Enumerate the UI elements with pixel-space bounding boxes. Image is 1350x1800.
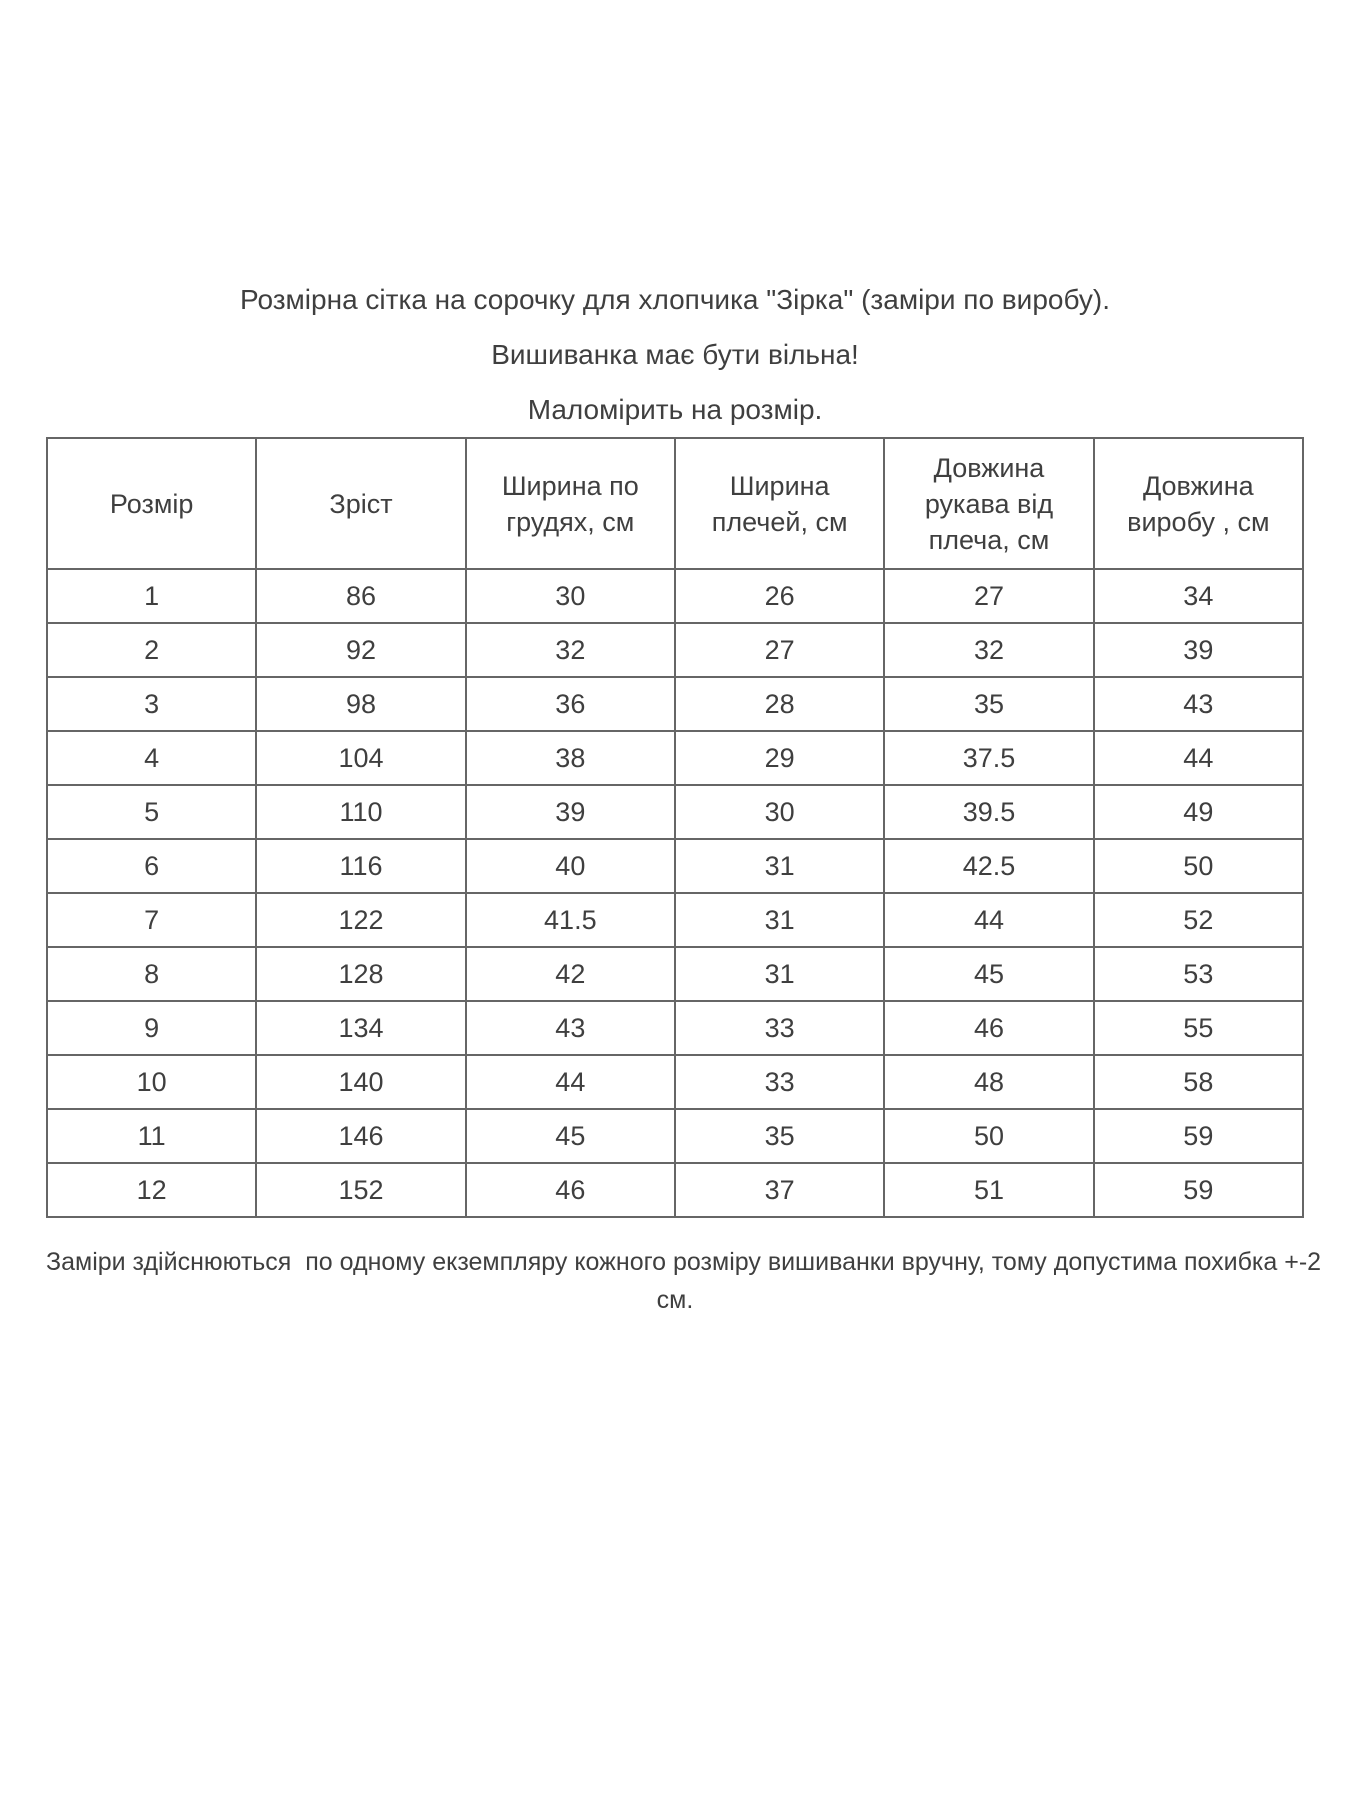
header-row bbox=[47, 438, 1303, 569]
table-cell: 134 bbox=[256, 1001, 465, 1055]
table-cell: 2 bbox=[47, 623, 256, 677]
table-cell: 30 bbox=[675, 785, 884, 839]
table-cell: 49 bbox=[1094, 785, 1303, 839]
column-header: Ширина плечей, см bbox=[675, 438, 884, 569]
table-cell: 42.5 bbox=[884, 839, 1093, 893]
table-cell: 116 bbox=[256, 839, 465, 893]
subtitle-runs-small: Маломірить на розмір. bbox=[527, 394, 823, 425]
table-cell: 86 bbox=[256, 569, 465, 623]
table-cell: 146 bbox=[256, 1109, 465, 1163]
table-cell: 6 bbox=[47, 839, 256, 893]
table-cell: 110 bbox=[256, 785, 465, 839]
table-cell: 98 bbox=[256, 677, 465, 731]
table-cell: 44 bbox=[884, 893, 1093, 947]
measurement-tolerance-note bbox=[46, 1243, 1322, 1319]
table-cell: 43 bbox=[466, 1001, 675, 1055]
table-cell: 53 bbox=[1094, 947, 1303, 1001]
table-cell: 31 bbox=[675, 947, 884, 1001]
page-title: Розмірна сітка на сорочку для хлопчика "Зірка" (заміри по виробу). bbox=[240, 284, 1110, 315]
table-cell: 52 bbox=[1094, 893, 1303, 947]
column-header: Розмір bbox=[47, 438, 256, 569]
table-row bbox=[47, 569, 1303, 623]
table-cell: 45 bbox=[466, 1109, 675, 1163]
table-cell: 58 bbox=[1094, 1055, 1303, 1109]
table-row bbox=[47, 1001, 1303, 1055]
table-cell: 3 bbox=[47, 677, 256, 731]
table-cell: 27 bbox=[675, 623, 884, 677]
table-row bbox=[47, 893, 1303, 947]
table-cell: 104 bbox=[256, 731, 465, 785]
table-cell: 38 bbox=[466, 731, 675, 785]
table-cell: 122 bbox=[256, 893, 465, 947]
table-cell: 7 bbox=[47, 893, 256, 947]
column-header: Довжина виробу , см bbox=[1094, 438, 1303, 569]
table-cell: 5 bbox=[47, 785, 256, 839]
size-table bbox=[46, 437, 1304, 1218]
table-cell: 35 bbox=[884, 677, 1093, 731]
table-cell: 32 bbox=[884, 623, 1093, 677]
table-row bbox=[47, 1163, 1303, 1217]
table-cell: 37 bbox=[675, 1163, 884, 1217]
size-table-body bbox=[47, 569, 1303, 1217]
table-cell: 59 bbox=[1094, 1109, 1303, 1163]
table-cell: 40 bbox=[466, 839, 675, 893]
table-cell: 39.5 bbox=[884, 785, 1093, 839]
table-cell: 43 bbox=[1094, 677, 1303, 731]
table-row bbox=[47, 839, 1303, 893]
table-cell: 48 bbox=[884, 1055, 1093, 1109]
table-cell: 29 bbox=[675, 731, 884, 785]
table-row bbox=[47, 947, 1303, 1001]
table-cell: 50 bbox=[884, 1109, 1093, 1163]
table-cell: 4 bbox=[47, 731, 256, 785]
table-cell: 28 bbox=[675, 677, 884, 731]
table-cell: 32 bbox=[466, 623, 675, 677]
table-cell: 9 bbox=[47, 1001, 256, 1055]
footnote-line-2: см. bbox=[656, 1286, 694, 1314]
table-cell: 11 bbox=[47, 1109, 256, 1163]
table-row bbox=[47, 785, 1303, 839]
table-cell: 26 bbox=[675, 569, 884, 623]
table-cell: 33 bbox=[675, 1055, 884, 1109]
table-cell: 31 bbox=[675, 839, 884, 893]
title-block bbox=[46, 272, 1304, 437]
table-cell: 27 bbox=[884, 569, 1093, 623]
table-cell: 39 bbox=[1094, 623, 1303, 677]
table-cell: 33 bbox=[675, 1001, 884, 1055]
table-cell: 39 bbox=[466, 785, 675, 839]
table-row bbox=[47, 1109, 1303, 1163]
column-header: Ширина по грудях, см bbox=[466, 438, 675, 569]
table-cell: 41.5 bbox=[466, 893, 675, 947]
table-cell: 12 bbox=[47, 1163, 256, 1217]
table-cell: 31 bbox=[675, 893, 884, 947]
table-cell: 44 bbox=[1094, 731, 1303, 785]
table-cell: 36 bbox=[466, 677, 675, 731]
size-table-head bbox=[47, 438, 1303, 569]
table-cell: 55 bbox=[1094, 1001, 1303, 1055]
subtitle-loose-fit: Вишиванка має бути вільна! bbox=[491, 339, 859, 370]
table-cell: 1 bbox=[47, 569, 256, 623]
table-cell: 10 bbox=[47, 1055, 256, 1109]
table-row bbox=[47, 623, 1303, 677]
table-cell: 50 bbox=[1094, 839, 1303, 893]
table-cell: 92 bbox=[256, 623, 465, 677]
footnote-line-1: Заміри здійснюються по одному екземпляру кожного розміру вишиванки вручну, тому допустима похибка +-2 bbox=[46, 1248, 1322, 1276]
column-header: Довжина рукава від плеча, см bbox=[884, 438, 1093, 569]
table-cell: 8 bbox=[47, 947, 256, 1001]
table-cell: 30 bbox=[466, 569, 675, 623]
table-row bbox=[47, 731, 1303, 785]
table-cell: 152 bbox=[256, 1163, 465, 1217]
table-cell: 59 bbox=[1094, 1163, 1303, 1217]
table-cell: 128 bbox=[256, 947, 465, 1001]
table-cell: 140 bbox=[256, 1055, 465, 1109]
table-cell: 46 bbox=[884, 1001, 1093, 1055]
table-row bbox=[47, 677, 1303, 731]
column-header: Зріст bbox=[256, 438, 465, 569]
table-cell: 37.5 bbox=[884, 731, 1093, 785]
table-cell: 42 bbox=[466, 947, 675, 1001]
table-cell: 45 bbox=[884, 947, 1093, 1001]
table-cell: 46 bbox=[466, 1163, 675, 1217]
table-cell: 51 bbox=[884, 1163, 1093, 1217]
table-cell: 34 bbox=[1094, 569, 1303, 623]
table-row bbox=[47, 1055, 1303, 1109]
table-cell: 44 bbox=[466, 1055, 675, 1109]
table-cell: 35 bbox=[675, 1109, 884, 1163]
